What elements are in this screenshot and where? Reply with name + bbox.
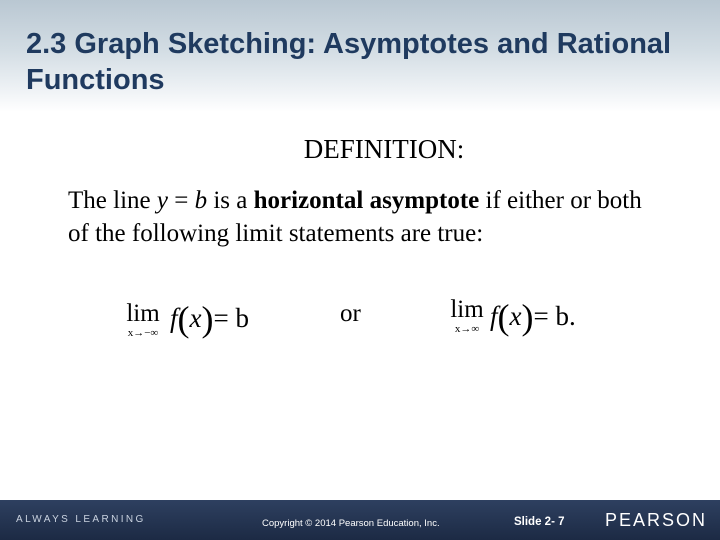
formula-left-close-paren: ) (201, 299, 214, 339)
formula-left-expression (170, 298, 249, 340)
pearson-logo: PEARSON (605, 510, 708, 530)
formula-left-lim-word: lim (126, 300, 160, 327)
copyright-text: Copyright © 2014 Pearson Education, Inc. (262, 518, 440, 529)
slide-title: 2.3 Graph Sketching: Asymptotes and Rational Functions (26, 28, 672, 96)
body-term: horizontal asymptote (253, 187, 480, 214)
definition-heading: DEFINITION: (303, 134, 465, 164)
body-intro: The line (68, 187, 157, 214)
formula-right-x: x (509, 301, 522, 331)
formula-right-f: f (490, 301, 498, 331)
formula-right-lim-word: lim (450, 296, 484, 323)
body-is-a: is a (207, 187, 254, 214)
formula-left-x: x (189, 303, 202, 333)
body-y: y (156, 187, 168, 214)
formula-left-f: f (170, 303, 178, 333)
definition-body (68, 184, 668, 250)
formula-right-open-paren: ( (497, 297, 510, 337)
formula-right-close-paren: ) (521, 297, 534, 337)
formula-left-open-paren: ( (177, 299, 190, 339)
always-learning-tagline: ALWAYS LEARNING (16, 514, 146, 525)
body-equals: = (167, 187, 195, 214)
formula-left-lim-sub: x→−∞ (127, 327, 159, 339)
formula-right-lim (445, 298, 489, 336)
formula-left-rhs: = b (213, 303, 249, 333)
formula-right-rhs: = b. (533, 301, 576, 331)
formula-right-expression (490, 296, 576, 338)
body-rest: if either or both of the following limit statements are true: (68, 187, 642, 247)
or-connector: or (340, 300, 361, 327)
formula-left-lim (118, 302, 168, 340)
formula-right-lim-sub: x→∞ (454, 323, 480, 335)
body-b: b (194, 187, 208, 214)
slide-number: Slide 2- 7 (514, 516, 565, 528)
footer-bar (0, 500, 720, 540)
